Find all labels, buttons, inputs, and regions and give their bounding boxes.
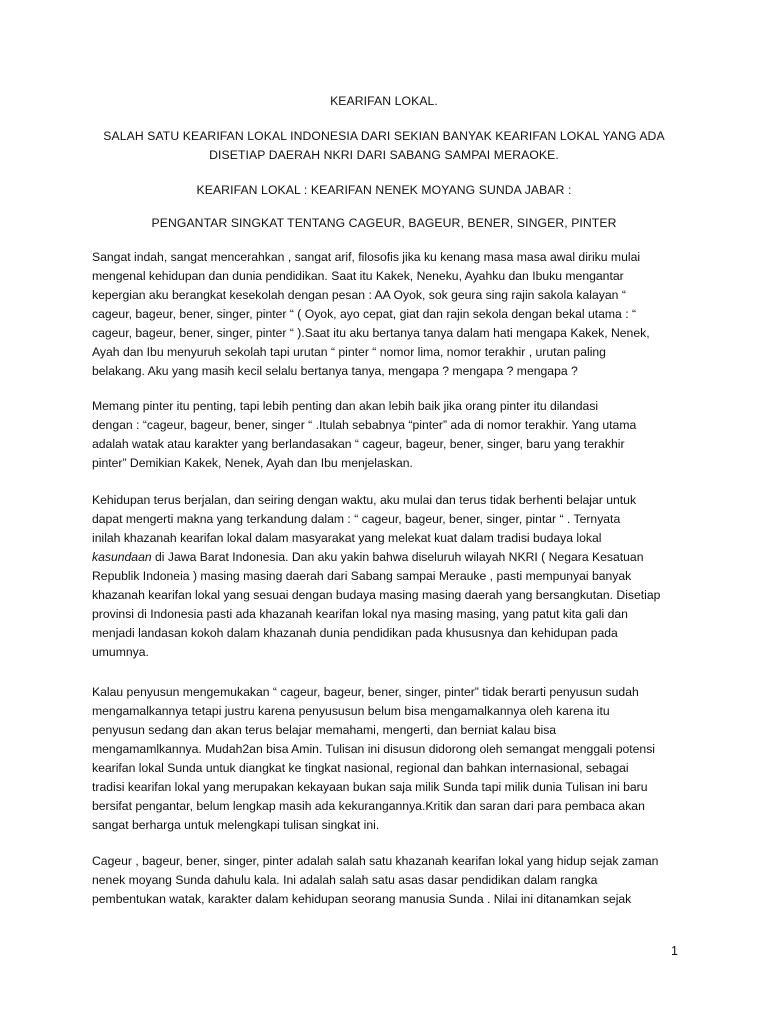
paragraph-line: dengan : “cageur, bageur, bener, singer “ .Itulah sebabnya “pinter” ada di nomor terakhir. Yang utama [92,418,637,432]
paragraph-line: dapat mengerti makna yang terkandung dalam : “ cageur, bageur, bener, singer, pintar “ . Ternyata [92,512,621,526]
paragraph-line: menjadi landasan kokoh dalam khazanah dunia pendidikan pada khususnya dan kehidupan pada [92,626,618,640]
introduction-heading: PENGANTAR SINGKAT TENTANG CAGEUR, BAGEUR, BENER, SINGER, PINTER [151,216,617,230]
paragraph-line: sangat berharga untuk melengkapi tulisan singkat ini. [92,818,380,832]
paragraph-line: belakang. Aku yang masih kecil selalu bertanya tanya, mengapa ? mengapa ? mengapa ? [92,364,578,378]
paragraph-line: provinsi di Indonesia pasti ada khazanah kearifan lokal nya masing masing, yang patut kita gali dan [92,607,628,621]
subtitle-line-1: SALAH SATU KEARIFAN LOKAL INDONESIA DARI SEKIAN BANYAK KEARIFAN LOKAL YANG ADA [103,129,665,143]
paragraph-line: mengamamlkannya. Mudah2an bisa Amin. Tulisan ini disusun didorong oleh semangat menggali potensi [92,742,655,756]
paragraph-line: Kalau penyusun mengemukakan “ cageur, bageur, bener, singer, pinter” tidak berarti penyusun sudah [92,685,639,699]
page-number: 1 [671,944,678,958]
paragraph-line: nenek moyang Sunda dahulu kala. Ini adalah salah satu asas dasar pendidikan dalam rangka [92,873,598,887]
paragraph-line: Ayah dan Ibu menyuruh sekolah tapi urutan “ pinter “ nomor lima, nomor terakhir , urutan paling [92,345,606,359]
paragraph-line: Sangat indah, sangat mencerahkan , sangat arif, filosofis jika ku kenang masa masa awal diriku mulai [92,250,641,264]
paragraph-line: cageur, bageur, bener, singer, pinter “ ).Saat itu aku bertanya tanya dalam hati mengapa Kakek, Nenek, [92,326,650,340]
paragraph-line: tradisi kearifan lokal yang merupakan kekayaan bukan saja milik Sunda tapi milik dunia Tulisan ini baru [92,780,648,794]
paragraph-line: mengamalkannya tetapi justru karena penyususun belum bisa mengamalkannya oleh karena itu [92,704,610,718]
paragraph-line: kepergian aku berangkat kesekolah dengan pesan : AA Oyok, sok geura sing rajin sakola kalayan “ [92,288,626,302]
paragraph-5 [92,852,688,909]
paragraph-line: kearifan lokal Sunda untuk diangkat ke tingkat nasional, regional dan bahkan internasional, sebagai [92,761,629,775]
paragraph-4 [92,683,688,835]
paragraph-line: Cageur , bageur, bener, singer, pinter adalah salah satu khazanah kearifan lokal yang hidup sejak zaman [92,854,659,868]
paragraph-3 [92,491,688,662]
paragraph-1 [92,248,688,381]
document-title: KEARIFAN LOKAL. [330,94,438,108]
paragraph-line: adalah watak atau karakter yang berlandasakan “ cageur, bageur, bener, singer, baru yang terakhir [92,437,625,451]
paragraph-line: cageur, bageur, bener, singer, pinter “ ( Oyok, ayo cepat, giat dan rajin sekola dengan bekal utama : “ [92,307,637,321]
paragraph-line: Memang pinter itu penting, tapi lebih penting dan akan lebih baik jika orang pinter itu dilandasi [92,399,599,413]
paragraph-line: Republik Indoneia ) masing masing daerah dari Sabang sampai Merauke , pasti mempunyai banyak [92,569,632,583]
paragraph-line: Kehidupan terus berjalan, dan seiring dengan waktu, aku mulai dan terus tidak berhenti belajar untuk [92,493,637,507]
paragraph-line [92,548,688,567]
paragraph-2 [92,397,688,473]
line-continuation: di Jawa Barat Indonesia. Dan aku yakin bahwa diseluruh wilayah NKRI ( Negara Kesatuan [151,550,644,564]
paragraph-line: bersifat pengantar, belum lengkap masih ada kekurangannya.Kritik dan saran dari para pembaca akan [92,799,645,813]
italic-word-kasundaan: kasundaan [92,550,152,564]
paragraph-line: umumnya. [92,645,149,659]
section-heading: KEARIFAN LOKAL : KEARIFAN NENEK MOYANG SUNDA JABAR : [196,183,572,197]
paragraph-line: pembentukan watak, karakter dalam kehidupan seorang manusia Sunda . Nilai ini ditanamkan sejak [92,892,632,906]
paragraph-line: mengenal kehidupan dan dunia pendidikan. Saat itu Kakek, Neneku, Ayahku dan Ibuku mengantar [92,269,624,283]
paragraph-line: khazanah kearifan lokal yang sesuai dengan budaya masing masing daerah yang bersangkutan. Disetiap [92,588,661,602]
subtitle-line-2: DISETIAP DAERAH NKRI DARI SABANG SAMPAI MERAOKE. [209,148,559,162]
paragraph-line: penyusun sedang dan akan terus belajar memahami, mengerti, dan berniat kalau bisa [92,723,557,737]
paragraph-line: pinter” Demikian Kakek, Nenek, Ayah dan Ibu menjelaskan. [92,456,413,470]
paragraph-line: inilah khazanah kearifan lokal dalam masyarakat yang melekat kuat dalam tradisi budaya lokal [92,531,602,545]
